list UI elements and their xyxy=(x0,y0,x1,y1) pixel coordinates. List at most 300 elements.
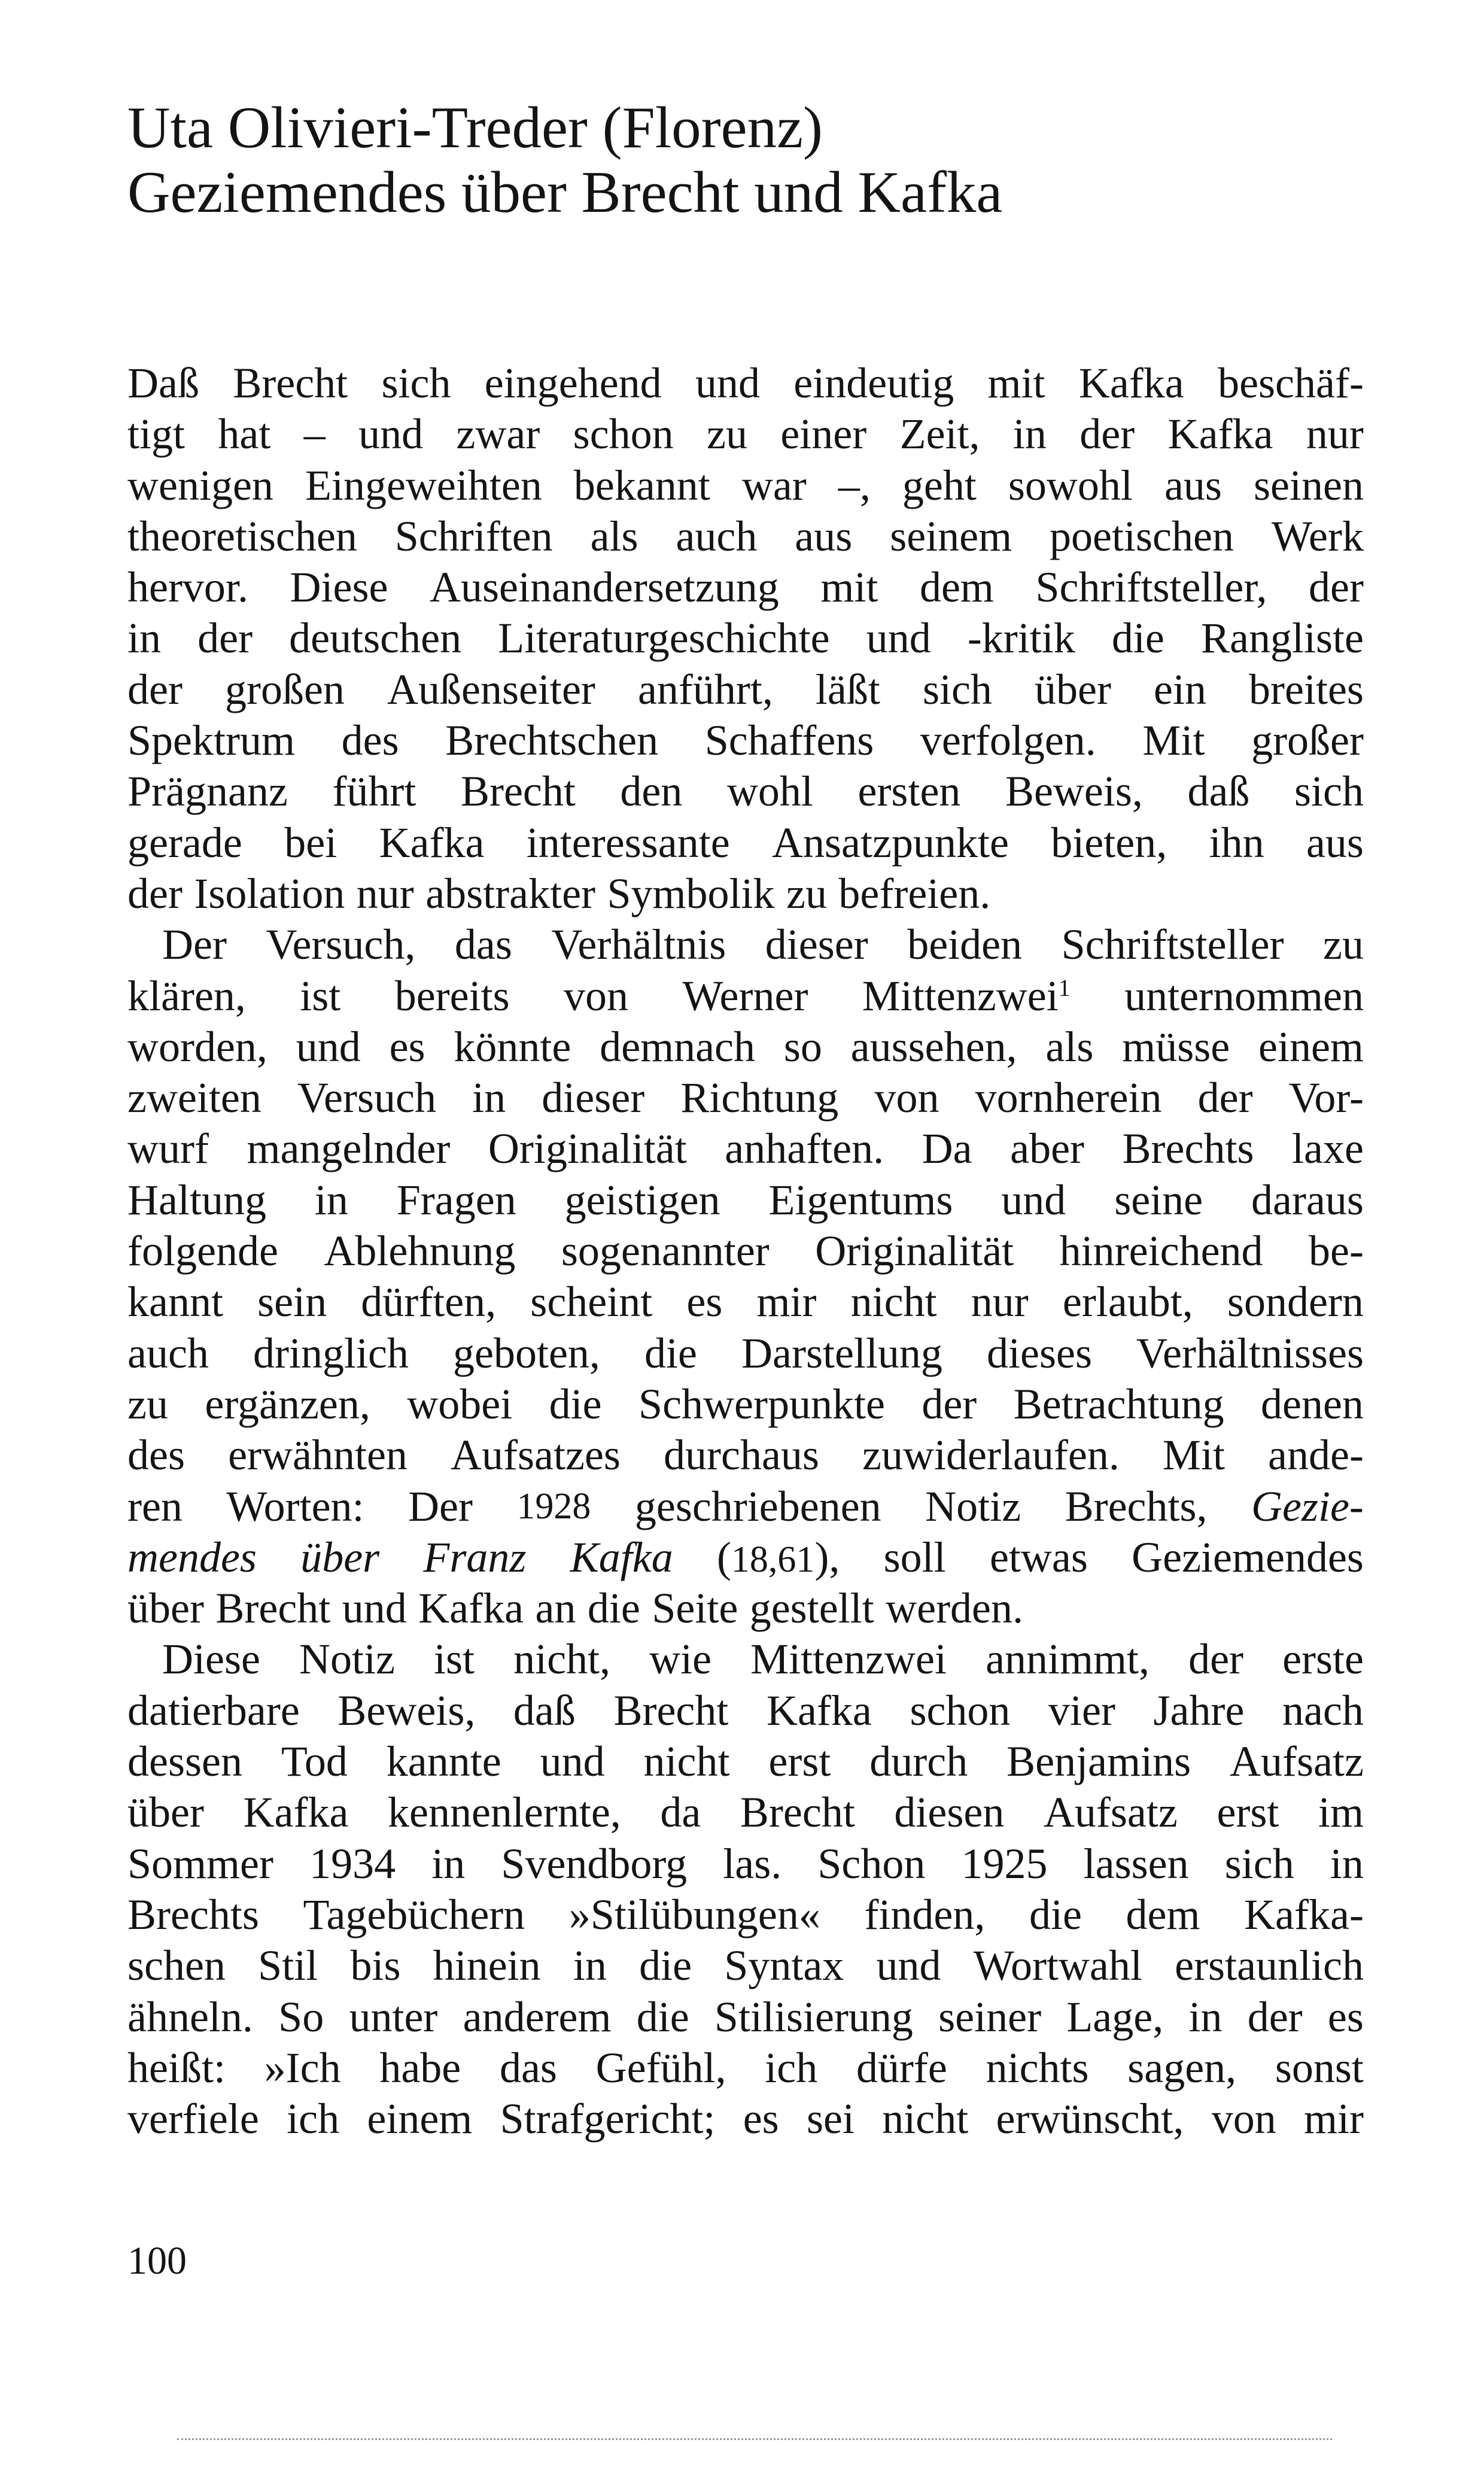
word: Originalität xyxy=(815,1227,1014,1275)
text-line xyxy=(127,1226,1364,1277)
word: interessante xyxy=(526,818,730,867)
text-line xyxy=(127,715,1364,766)
word: mit xyxy=(987,359,1045,407)
text-line xyxy=(127,358,1364,409)
word: dessen xyxy=(127,1737,242,1786)
word: gestellt xyxy=(749,1584,874,1633)
word: der xyxy=(1079,410,1135,458)
word: etwas xyxy=(989,1533,1088,1581)
word: auch xyxy=(127,1329,209,1377)
word: sich xyxy=(1294,767,1364,816)
word: scheint xyxy=(530,1278,653,1326)
word: nur xyxy=(356,869,414,917)
word: dieser xyxy=(765,920,868,969)
word: Seite xyxy=(652,1584,738,1633)
word: breites xyxy=(1249,665,1364,713)
word: und xyxy=(695,359,760,407)
word: aussehen, xyxy=(850,1022,1017,1071)
word: Versuch, xyxy=(266,920,416,969)
paragraph-3 xyxy=(127,1634,1364,2144)
word: sagen, xyxy=(1127,2043,1237,2092)
word: gerade xyxy=(127,818,242,867)
word: auch xyxy=(676,512,758,560)
word: Stilisierung xyxy=(714,1992,913,2041)
word: Kafka xyxy=(1078,359,1184,407)
word: eindeutig xyxy=(793,359,954,407)
word: geschriebenen xyxy=(634,1482,881,1530)
text-line xyxy=(127,2043,1364,2094)
word: das xyxy=(499,2043,557,2092)
word: an xyxy=(535,1584,576,1633)
word: Aufsatz xyxy=(1230,1737,1364,1786)
word: Kafka xyxy=(418,1584,524,1633)
word: sich xyxy=(381,359,451,407)
word: sein xyxy=(257,1278,327,1326)
word: bis xyxy=(350,1942,401,1990)
word: einer xyxy=(780,410,867,458)
word: bereits xyxy=(394,971,510,1020)
word: ren xyxy=(127,1482,183,1530)
word: da xyxy=(660,1788,701,1837)
word: habe xyxy=(379,2043,461,2092)
word: ich xyxy=(765,2043,818,2092)
word: wenigen xyxy=(127,461,273,509)
word: über xyxy=(127,1788,204,1837)
word: werden. xyxy=(886,1584,1023,1633)
word: So xyxy=(278,1992,324,2041)
word: Rangliste xyxy=(1200,614,1364,663)
word: durchaus xyxy=(664,1431,819,1479)
word: läßt xyxy=(815,665,880,713)
word: Brechts xyxy=(1122,1125,1254,1173)
word: worden, xyxy=(127,1022,267,1071)
text-line xyxy=(127,664,1364,715)
word: seinem xyxy=(890,512,1012,560)
word: Prägnanz xyxy=(127,767,288,816)
word: –, xyxy=(838,461,871,509)
word: die xyxy=(1029,1890,1082,1939)
word: Versuch xyxy=(297,1074,436,1122)
word: zuwiderlaufen. xyxy=(862,1431,1120,1479)
word: Darstellung xyxy=(741,1329,942,1377)
word: Aufsatzes xyxy=(451,1431,621,1479)
word: ergänzen, xyxy=(205,1380,370,1428)
word: wohl xyxy=(726,767,813,816)
word: Brecht xyxy=(460,767,576,816)
word: denen xyxy=(1260,1380,1364,1428)
word: in xyxy=(1188,1992,1223,2041)
word: kennenlernte, xyxy=(387,1788,621,1837)
word: durch xyxy=(869,1737,968,1786)
word: Ansatzpunkte xyxy=(772,818,1009,867)
word: bekannt xyxy=(573,461,710,509)
word: zu xyxy=(127,1380,168,1428)
word: nur xyxy=(1306,410,1364,458)
word: tigt xyxy=(127,410,186,458)
word: erste xyxy=(1282,1635,1364,1684)
word: daraus xyxy=(1251,1175,1364,1224)
word: eingehend xyxy=(484,359,662,407)
word: ersten xyxy=(857,767,961,816)
word: beschäf- xyxy=(1218,359,1364,407)
word: seine xyxy=(1114,1175,1203,1224)
word: zwar xyxy=(456,410,540,458)
word: wie xyxy=(649,1635,712,1684)
word: Stil xyxy=(258,1942,318,1990)
word: zweiten xyxy=(127,1074,261,1122)
word: nur xyxy=(971,1278,1029,1326)
word: zu xyxy=(1323,920,1364,969)
word: der xyxy=(922,1380,977,1428)
word: Schriften xyxy=(394,512,553,560)
word: verfolgen. xyxy=(920,716,1096,765)
word: in xyxy=(472,1074,506,1122)
text-line xyxy=(127,919,1364,970)
word: und xyxy=(866,614,931,663)
word: folgende xyxy=(127,1227,278,1275)
word: aber xyxy=(1010,1125,1085,1173)
word: schon xyxy=(910,1686,1011,1734)
word: Svendborg xyxy=(501,1839,688,1888)
word: der xyxy=(127,665,183,713)
text-line xyxy=(127,1992,1364,2043)
word: von xyxy=(563,971,628,1020)
text-line xyxy=(127,1123,1364,1174)
word: Brechts, xyxy=(1065,1482,1208,1530)
word: bei xyxy=(284,818,337,867)
word: erst xyxy=(1217,1788,1279,1837)
word: Schaffens xyxy=(704,716,874,765)
word: vornherein xyxy=(975,1074,1162,1122)
word: be- xyxy=(1309,1227,1364,1275)
word: Isolation xyxy=(194,869,345,917)
word: zu xyxy=(707,410,747,458)
word: Franz xyxy=(423,1533,527,1581)
word: Kafka- xyxy=(1244,1890,1364,1939)
word: großen xyxy=(225,665,345,713)
word: Strafgericht; xyxy=(500,2095,716,2143)
text-line xyxy=(127,1787,1364,1838)
word: des xyxy=(127,1431,185,1479)
word: schen xyxy=(127,1942,226,1990)
word: Schriftsteller, xyxy=(1035,563,1267,612)
word: dürften, xyxy=(361,1278,497,1326)
word: Worten: xyxy=(226,1482,364,1530)
word: war xyxy=(741,461,807,509)
word: Zeit, xyxy=(899,410,980,458)
word: mangelnder xyxy=(247,1125,451,1173)
text-line xyxy=(127,1277,1364,1327)
word: Brecht xyxy=(740,1788,855,1837)
word: und xyxy=(876,1942,941,1990)
word: von xyxy=(1211,2095,1276,2143)
word: und xyxy=(358,410,424,458)
word: sowohl xyxy=(1008,461,1133,509)
word: Kafka xyxy=(243,1788,349,1837)
word: ande- xyxy=(1268,1431,1364,1479)
word: es xyxy=(686,1278,723,1326)
word: von xyxy=(874,1074,939,1122)
word: nicht xyxy=(643,1737,730,1786)
word: sonst xyxy=(1275,2043,1364,2092)
word: dieser xyxy=(542,1074,645,1122)
text-line xyxy=(127,1430,1364,1481)
word: dem xyxy=(1126,1890,1200,1939)
word: der xyxy=(1309,563,1364,612)
word: nichts xyxy=(986,2043,1089,2092)
word: über xyxy=(1035,665,1111,713)
word: vier xyxy=(1048,1686,1115,1734)
word: laxe xyxy=(1291,1125,1364,1173)
text-line xyxy=(127,511,1364,562)
word: und xyxy=(296,1022,361,1071)
word: ich xyxy=(287,2095,340,2143)
word: 1925 xyxy=(961,1839,1048,1888)
word: sei xyxy=(806,2095,854,2143)
italic-title-start: Gezie- xyxy=(1251,1482,1364,1530)
word: die xyxy=(549,1380,602,1428)
word: las. xyxy=(723,1839,782,1888)
word: Literaturgeschichte xyxy=(498,614,830,663)
word: so xyxy=(783,1022,822,1071)
word: »Stilübungen« xyxy=(568,1890,820,1939)
word: und xyxy=(1001,1175,1066,1224)
word: geboten, xyxy=(453,1329,600,1377)
word: Schwerpunkte xyxy=(638,1380,885,1428)
word: Ablehnung xyxy=(324,1227,516,1275)
word: wobei xyxy=(407,1380,513,1428)
word: dürfe xyxy=(856,2043,947,2092)
word: der xyxy=(127,869,183,917)
word: Notiz xyxy=(925,1482,1021,1530)
word: anderem xyxy=(463,1992,612,2041)
word: hervor. xyxy=(127,563,248,612)
word: führt xyxy=(332,767,416,816)
word: Brechtschen xyxy=(445,716,659,765)
text-line xyxy=(127,971,1364,1022)
word: in xyxy=(573,1942,607,1990)
word: der xyxy=(1197,1074,1253,1122)
word: Benjamins xyxy=(1006,1737,1191,1786)
text-line xyxy=(127,1583,1364,1634)
word: aus xyxy=(1306,818,1364,867)
text-line xyxy=(127,1073,1364,1123)
word: Gefühl, xyxy=(595,2043,726,2092)
word: Spektrum xyxy=(127,716,295,765)
word: nicht xyxy=(882,2095,969,2143)
word: Mittenzwei xyxy=(750,1635,947,1684)
word: beiden xyxy=(907,920,1023,969)
word: Wortwahl xyxy=(973,1942,1142,1990)
text-line xyxy=(127,1175,1364,1226)
word: Tagebüchern xyxy=(303,1890,525,1939)
text-line xyxy=(127,1481,1364,1532)
word: einem xyxy=(367,2095,473,2143)
word: Diese xyxy=(162,1635,260,1684)
word: Lage, xyxy=(1066,1992,1164,2041)
word: unter xyxy=(349,1992,438,2041)
word: Tod xyxy=(281,1737,348,1786)
word: Schriftsteller xyxy=(1061,920,1284,969)
word: mir xyxy=(1303,2095,1364,2143)
word: Richtung xyxy=(680,1074,839,1122)
word: soll xyxy=(883,1533,946,1581)
word: Geziemendes xyxy=(1132,1533,1364,1581)
word: Sommer xyxy=(127,1839,273,1888)
word: Kafka xyxy=(766,1686,872,1734)
word: Fragen xyxy=(396,1175,516,1224)
word: Werk xyxy=(1271,512,1364,560)
word: Auseinandersetzung xyxy=(430,563,779,612)
word: Schon xyxy=(817,1839,926,1888)
word: Mit xyxy=(1162,1431,1225,1479)
word: Der xyxy=(408,1482,473,1530)
body-text xyxy=(127,358,1364,2144)
word: in xyxy=(127,614,162,663)
word: nicht xyxy=(850,1278,937,1326)
word: und xyxy=(540,1737,605,1786)
word: erwünscht, xyxy=(996,2095,1184,2143)
word: Kafka xyxy=(1167,410,1273,458)
word: seiner xyxy=(938,1992,1042,2041)
text-line xyxy=(127,1022,1364,1073)
word: sogenannter xyxy=(561,1227,770,1275)
paragraph-2 xyxy=(127,919,1364,1634)
text-line xyxy=(127,562,1364,613)
word: befreien. xyxy=(838,869,991,917)
word: Kafka xyxy=(570,1533,673,1581)
word: aus xyxy=(1164,461,1222,509)
word: hinein xyxy=(433,1942,541,1990)
text-line xyxy=(127,868,1364,919)
word: mendes xyxy=(127,1533,257,1581)
word: Diese xyxy=(290,563,388,612)
word: Haltung xyxy=(127,1175,266,1224)
word: bieten, xyxy=(1051,818,1167,867)
word: die xyxy=(636,1992,689,2041)
word: sondern xyxy=(1227,1278,1364,1326)
word: 1934 xyxy=(309,1839,396,1888)
word: anführt, xyxy=(637,665,773,713)
word: Brecht xyxy=(613,1686,729,1734)
word: in xyxy=(314,1175,348,1224)
word: über xyxy=(300,1533,380,1581)
word: in xyxy=(1330,1839,1364,1888)
word: Jahre xyxy=(1153,1686,1245,1734)
word: über xyxy=(127,1584,204,1633)
word: erstaunlich xyxy=(1175,1942,1364,1990)
text-line xyxy=(127,818,1364,868)
chapter-heading xyxy=(127,96,1360,225)
word: dem xyxy=(919,563,994,612)
word: sich xyxy=(1224,1839,1294,1888)
text-line xyxy=(127,613,1364,664)
word: im xyxy=(1318,1788,1364,1837)
word: Eigentums xyxy=(768,1175,953,1224)
word: kannt xyxy=(127,1278,223,1326)
word: es xyxy=(743,2095,779,2143)
word: mir xyxy=(756,1278,817,1326)
word: theoretischen xyxy=(127,512,357,560)
word: und xyxy=(342,1584,407,1633)
word: es xyxy=(1327,1992,1364,2041)
word: ähneln. xyxy=(127,1992,253,2041)
text-line xyxy=(127,1532,1364,1583)
word: des xyxy=(341,716,399,765)
word: klären, xyxy=(127,971,246,1020)
word: – xyxy=(303,410,326,458)
word: Mit xyxy=(1142,716,1205,765)
word: diesen xyxy=(894,1788,1005,1837)
text-line xyxy=(127,2094,1364,2144)
word: nach xyxy=(1282,1686,1364,1734)
text-line xyxy=(127,409,1364,460)
word: »Ich xyxy=(264,2043,341,2092)
word: mit xyxy=(820,563,878,612)
word: in xyxy=(431,1839,466,1888)
word: die xyxy=(587,1584,640,1633)
word: deutschen xyxy=(289,614,462,663)
word: als xyxy=(1045,1022,1094,1071)
word: aus xyxy=(795,512,853,560)
word: dringlich xyxy=(253,1329,409,1377)
word: heißt: xyxy=(127,2043,226,2092)
word: poetischen xyxy=(1050,512,1234,560)
text-line xyxy=(127,1685,1364,1736)
text-line xyxy=(127,1634,1364,1685)
word: geht xyxy=(902,461,977,509)
word: anhaften. xyxy=(725,1125,884,1173)
word: Mittenzwei$^1$ xyxy=(862,971,1071,1020)
word: Beweis, xyxy=(337,1686,476,1734)
word: annimmt, xyxy=(986,1635,1150,1684)
word: Notiz xyxy=(299,1635,395,1684)
text-line xyxy=(127,1328,1364,1379)
word: Betrachtung xyxy=(1013,1380,1224,1428)
word: daß xyxy=(1187,767,1250,816)
word: unternommen xyxy=(1124,971,1364,1020)
text-line xyxy=(127,1839,1364,1889)
word: ist xyxy=(434,1635,475,1684)
word: Daß xyxy=(127,359,199,407)
word: Originalität xyxy=(488,1125,687,1173)
bottom-rule xyxy=(177,2438,1332,2440)
word: erst xyxy=(768,1737,831,1786)
text-line xyxy=(127,1736,1364,1787)
word: die xyxy=(644,1329,697,1377)
page-number: 100 xyxy=(127,2239,187,2283)
word: ihn xyxy=(1209,818,1264,867)
word: die xyxy=(1111,614,1164,663)
word: Verhältnisses xyxy=(1136,1329,1364,1377)
word: Aufsatz xyxy=(1043,1788,1178,1837)
word: zu xyxy=(786,869,827,917)
word: seinen xyxy=(1254,461,1364,509)
word: Beweis, xyxy=(1005,767,1143,816)
word: erlaubt, xyxy=(1062,1278,1193,1326)
word: Verhältnis xyxy=(551,920,726,969)
word: lassen xyxy=(1083,1839,1189,1888)
text-line xyxy=(127,1379,1364,1430)
word: Syntax xyxy=(724,1942,844,1990)
text-line xyxy=(127,1889,1364,1940)
word: 1928 xyxy=(516,1485,591,1527)
word: die xyxy=(639,1942,692,1990)
word: müsse xyxy=(1122,1022,1230,1071)
word: geistigen xyxy=(564,1175,720,1224)
word: sich xyxy=(922,665,992,713)
word: -kritik xyxy=(967,614,1075,663)
